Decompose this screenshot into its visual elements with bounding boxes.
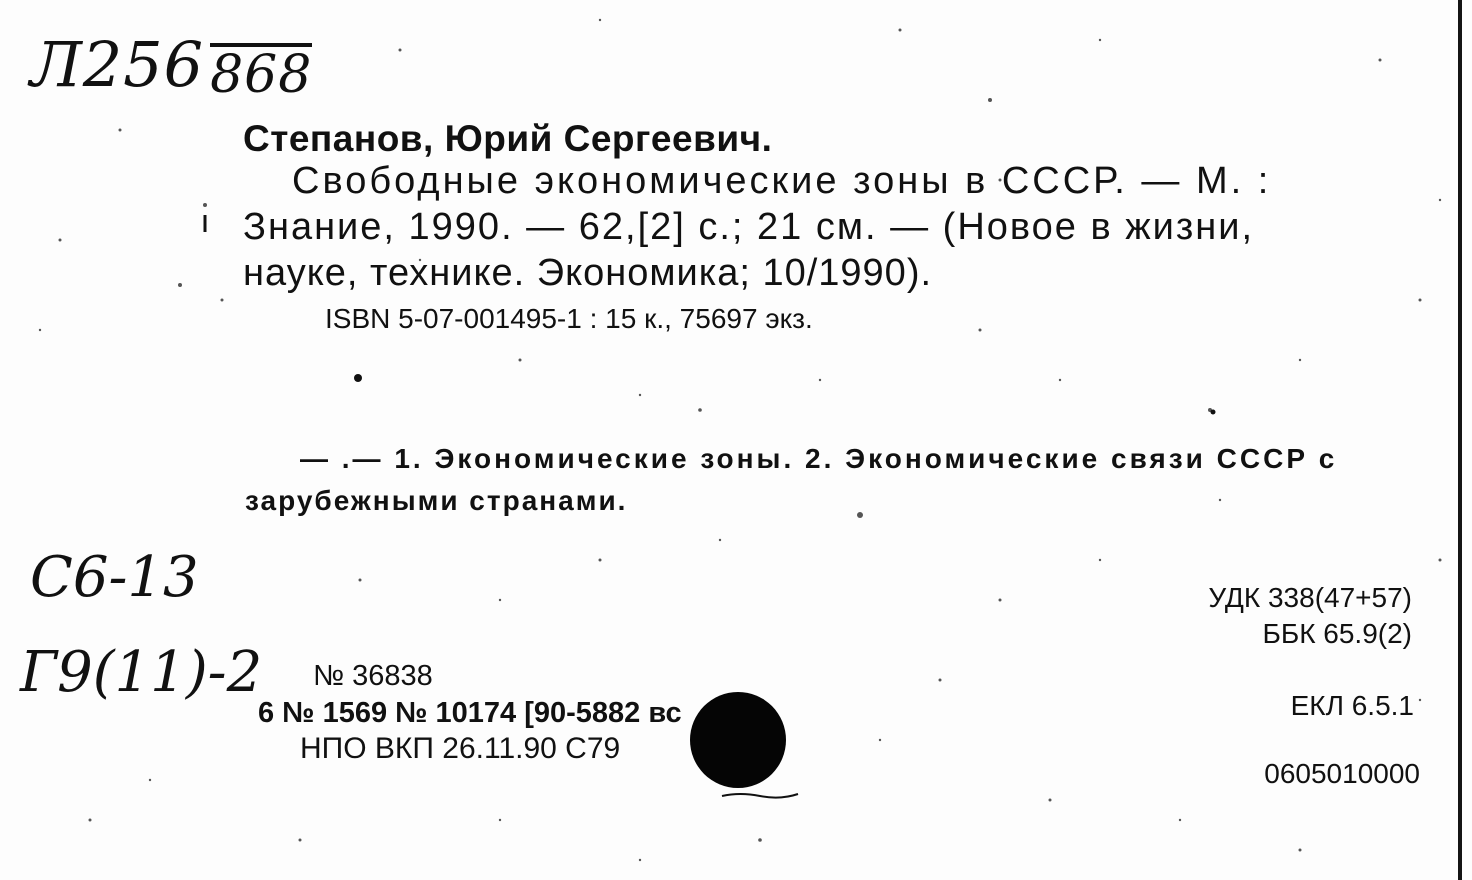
bbk-code: ББК 65.9(2) bbox=[1262, 618, 1412, 649]
handwritten-index-1: С6-13 bbox=[30, 545, 199, 610]
inventory-call-main: Л256 bbox=[30, 28, 205, 101]
ink-smudge bbox=[720, 790, 800, 800]
card-right-edge bbox=[1458, 0, 1462, 880]
subjects-line-2: зарубежными странами. bbox=[245, 485, 628, 516]
catalog-code: 0605010000 bbox=[1264, 758, 1420, 789]
udk-code: УДК 338(47+57) bbox=[1208, 582, 1412, 613]
handwritten-index-2: Г9(11)-2 bbox=[20, 640, 263, 705]
inventory-call-sup: 868 bbox=[210, 45, 313, 105]
print-order-line: 6 № 1569 № 10174 [90-5882 вс bbox=[258, 697, 682, 729]
subjects-line-1: — .— 1. Экономические зоны. 2. Экономические связи СССР с bbox=[300, 443, 1338, 474]
description-line-3: науке, технике. Экономика; 10/1990). bbox=[243, 252, 933, 294]
description-line-2: Знание, 1990. — 62,[2] с.; 21 см. — (Новое в жизни, bbox=[243, 206, 1255, 248]
print-publisher-line: НПО ВКП 26.11.90 С79 bbox=[300, 732, 621, 765]
inventory-call-number bbox=[30, 28, 313, 105]
card-punch-hole bbox=[690, 692, 786, 788]
isbn-line: ISBN 5-07-001495-1 : 15 к., 75697 экз. bbox=[325, 303, 813, 334]
author-heading: Степанов, Юрий Сергеевич. bbox=[243, 118, 773, 159]
ekl-code: ЕКЛ 6.5.1 bbox=[1290, 690, 1414, 721]
print-number: № 36838 bbox=[313, 660, 433, 692]
description-line-1: Свободные экономические зоны в СССР. — М. : bbox=[292, 160, 1272, 202]
